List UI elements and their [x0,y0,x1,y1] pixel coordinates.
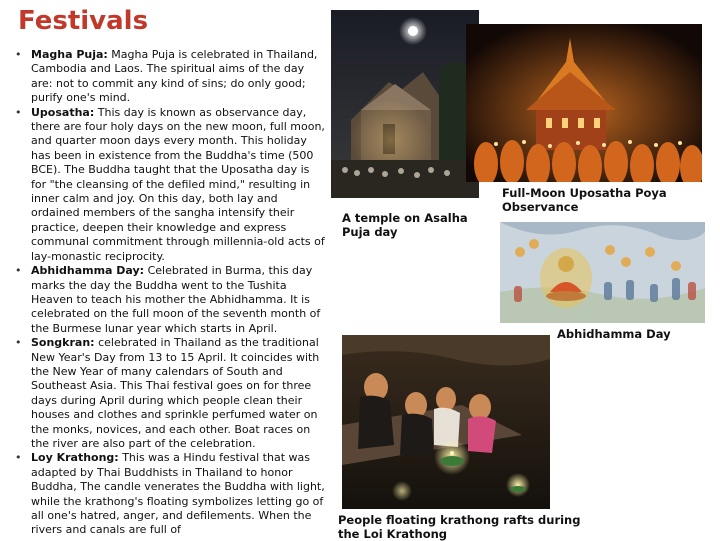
abhidhamma-photo [500,222,705,323]
term-abhidhamma: Abhidhamma Day: [31,264,145,278]
page-title: Festivals [18,6,149,36]
temple-photo [331,10,479,198]
list-item-loy-krathong [14,451,326,537]
uposatha-photo [466,24,702,182]
list-item-uposatha [14,106,326,264]
festival-list [14,48,326,538]
text-uposatha: This day is known as observance day, there are four holy days on the new moon, full moon, and quarter moon days every month. This holiday has been in existence from the Buddha's time (500 BCE). The Buddha taught that the Uposatha day is for "the cleansing of the defiled mind," resulting in inner calm and joy. On this day, both lay and ordained members of the sangha intensify their practice, deepen their knowledge and express communal commitment through millennia-old acts of lay-monastic reciprocity. [31,105,325,263]
list-item-songkran [14,336,326,451]
caption-abhidhamma: Abhidhamma Day [557,327,671,341]
text-songkran: celebrated in Thailand as the traditional New Year's Day from 13 to 15 April. It coincides with the New Year of many calendars of South and Southeast Asia. This Thai festival goes on for three days during April during which people clean their houses and clothes and sprinkle perfumed water on the monks, novices, and each other. Boat races on the river are also part of the celebration. [31,336,320,450]
caption-temple: A temple on Asalha Puja day [342,211,468,239]
term-uposatha: Uposatha: [31,105,95,119]
caption-krathong: People floating krathong rafts during the Loi Krathong [338,513,581,541]
term-songkran: Songkran: [31,336,95,350]
list-item-abhidhamma [14,264,326,336]
list-item-magha-puja [14,48,326,106]
term-magha-puja: Magha Puja: [31,48,108,61]
text-magha-puja: Magha Puja is celebrated in Thailand, Cambodia and Laos. The spiritual aims of the day are: not to commit any kind of sins; do only good; purify one's mind. [31,48,318,105]
term-loy-krathong: Loy Krathong: [31,451,119,465]
krathong-photo [342,335,550,509]
text-loy-krathong: This was a Hindu festival that was adapted by Thai Buddhists in Thailand to honor Buddha, The candle venerates the Buddha with light, while the krathong's floating symbolizes letting go of all one's hatred, anger, and defilements. When the rivers and canals are full of [31,451,325,537]
caption-uposatha: Full-Moon Uposatha Poya Observance [502,186,667,214]
text-abhidhamma: Celebrated in Burma, this day marks the day the Buddha went to the Tushita Heaven to teach his mother the Abhidhamma. It is celebrated on the full moon of the seventh month of the Burmese lunar year which starts in April. [31,264,321,335]
